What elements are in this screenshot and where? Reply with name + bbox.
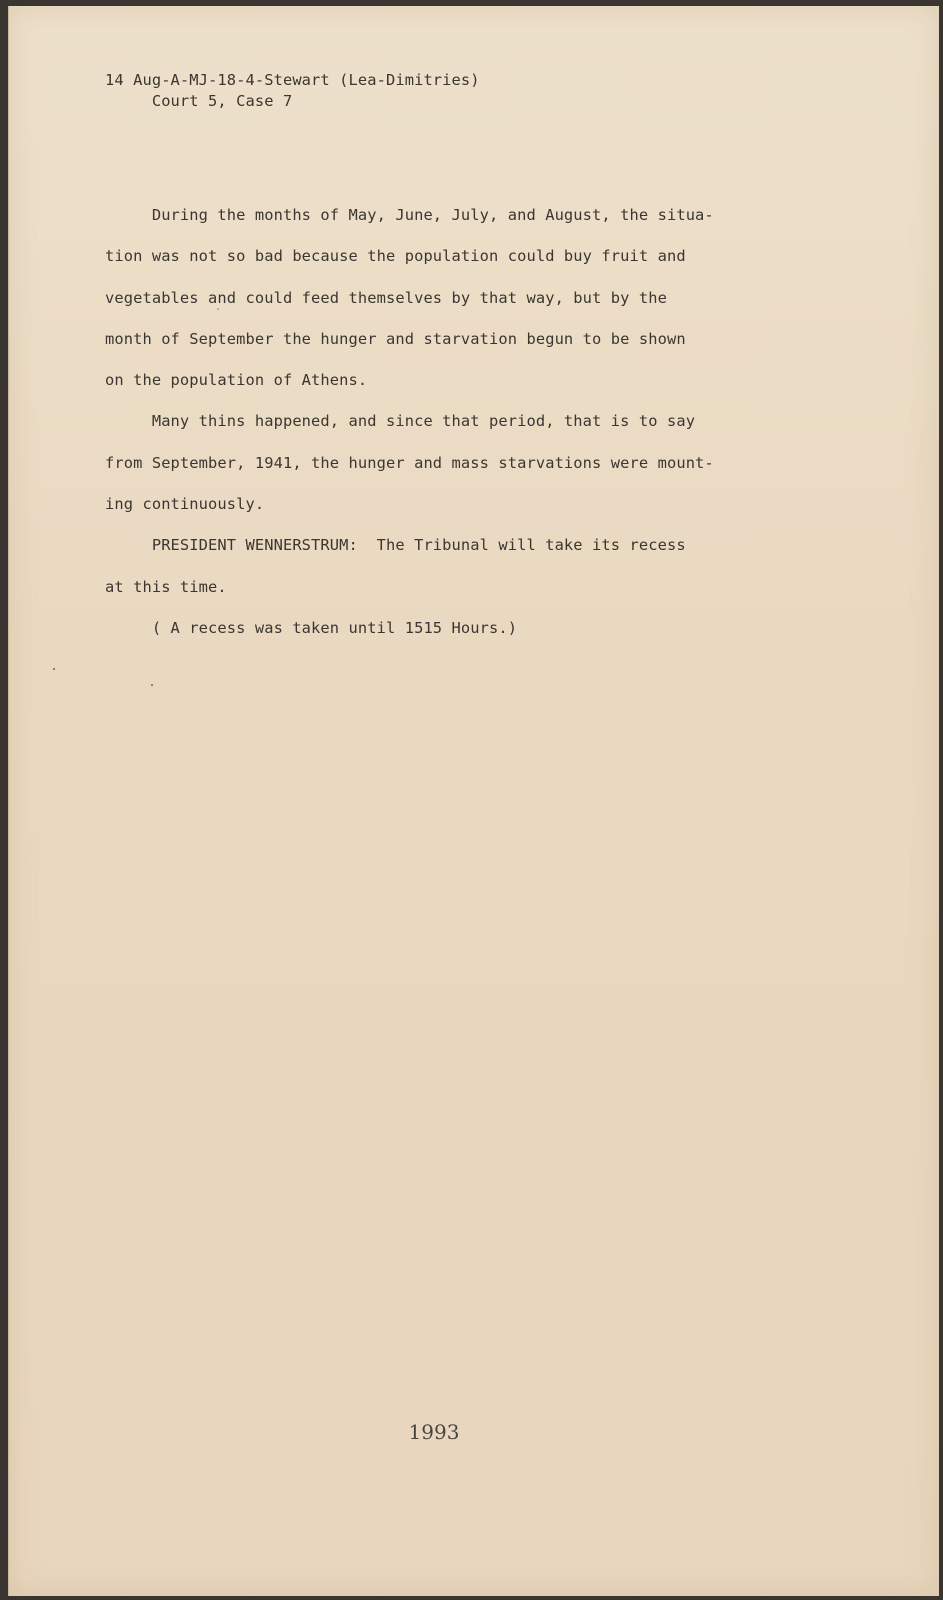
paper-speck (53, 668, 55, 670)
body-line: on the population of Athens. (105, 371, 368, 390)
document-page (8, 6, 939, 1596)
body-line: vegetables and could feed themselves by that way, but by the (105, 288, 667, 307)
body-line: from September, 1941, the hunger and mass starvations were mount- (105, 453, 714, 472)
header-line-2: Court 5, Case 7 (105, 92, 293, 110)
page-number: 1993 (408, 1420, 460, 1444)
body-line: PRESIDENT WENNERSTRUM: The Tribunal will take its recess (105, 536, 686, 555)
header-line-1: 14 Aug-A-MJ-18-4-Stewart (Lea-Dimitries) (105, 71, 480, 89)
body-line: During the months of May, June, July, and August, the situa- (105, 206, 714, 224)
paper-speck (151, 684, 153, 686)
paper-speck (217, 308, 219, 310)
body-line: month of September the hunger and starvation begun to be shown (105, 329, 686, 348)
body-line: at this time. (105, 577, 227, 596)
transcript-body (105, 195, 714, 649)
body-line: ( A recess was taken until 1515 Hours.) (105, 618, 518, 637)
body-line: Many thins happened, and since that period, that is to say (105, 412, 696, 431)
body-line: ing continuously. (105, 495, 265, 514)
page-header (105, 70, 480, 112)
body-line: tion was not so bad because the population could buy fruit and (105, 247, 686, 266)
